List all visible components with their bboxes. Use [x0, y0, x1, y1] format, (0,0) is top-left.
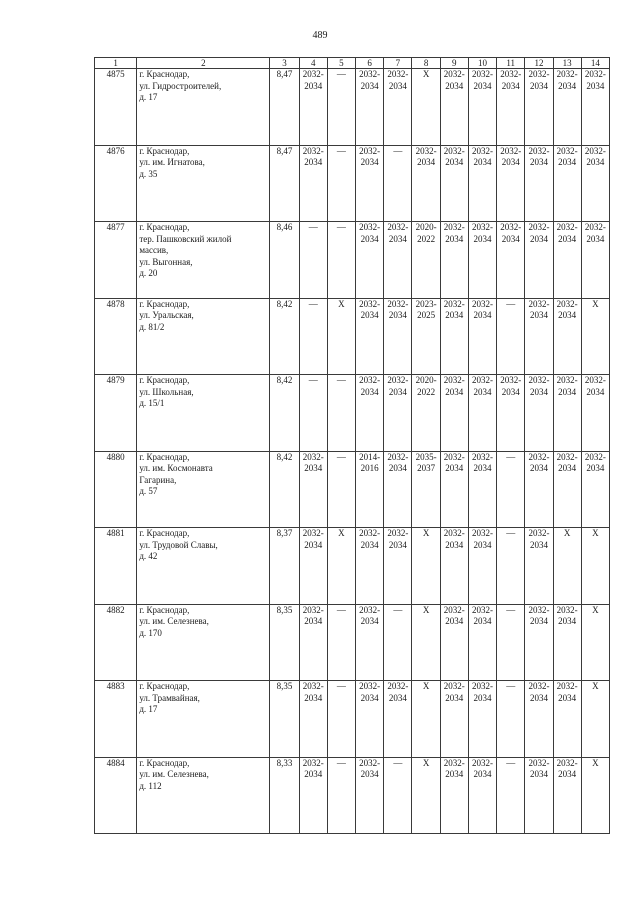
period-cell: X: [553, 528, 581, 605]
period-cell: 2032- 2034: [440, 69, 468, 146]
row-number: 4879: [95, 375, 137, 452]
area-value: 8,42: [270, 451, 299, 528]
area-value: 8,35: [270, 681, 299, 758]
table-row: [95, 69, 610, 146]
address-line: г. Краснодар,: [139, 757, 190, 768]
address-line: д. 15/1: [139, 398, 165, 408]
address-line: г. Краснодар,: [139, 528, 190, 538]
address-line: массив,: [139, 245, 169, 255]
address-line: г. Краснодар,: [139, 145, 190, 156]
period-cell: 2032- 2034: [525, 222, 553, 299]
period-cell: 2014- 2016: [356, 451, 384, 528]
column-header: 5: [327, 58, 355, 69]
period-cell: —: [299, 298, 327, 375]
period-cell: X: [581, 604, 609, 681]
period-cell: 2032- 2034: [553, 69, 581, 146]
period-cell: X: [412, 604, 440, 681]
address-line: тер. Пашковский жилой: [139, 233, 232, 244]
period-cell: 2032- 2034: [553, 222, 581, 299]
period-cell: 2032- 2034: [384, 681, 412, 758]
area-value: 8,47: [270, 145, 299, 222]
period-cell: 2032- 2034: [525, 298, 553, 375]
period-cell: 2032- 2034: [525, 681, 553, 758]
period-cell: X: [412, 681, 440, 758]
period-cell: X: [412, 528, 440, 605]
period-cell: 2032- 2034: [440, 375, 468, 452]
period-cell: 2032- 2034: [356, 69, 384, 146]
period-cell: 2032- 2034: [468, 222, 496, 299]
table-row: [95, 528, 610, 605]
table-row: [95, 298, 610, 375]
table-row: [95, 145, 610, 222]
period-cell: —: [327, 451, 355, 528]
period-cell: X: [412, 69, 440, 146]
period-cell: 2032- 2034: [525, 757, 553, 834]
address-cell: [137, 298, 270, 375]
period-cell: —: [327, 757, 355, 834]
period-cell: 2032- 2034: [581, 69, 609, 146]
period-cell: 2032- 2034: [356, 604, 384, 681]
period-cell: 2032- 2034: [299, 757, 327, 834]
address-line: д. 170: [139, 627, 162, 638]
period-cell: 2032- 2034: [553, 757, 581, 834]
address-cell: [137, 451, 270, 528]
period-cell: 2032- 2034: [384, 222, 412, 299]
period-cell: 2032- 2034: [468, 375, 496, 452]
period-cell: X: [412, 757, 440, 834]
table-row: [95, 451, 610, 528]
column-header: 6: [356, 58, 384, 69]
address-line: д. 81/2: [139, 321, 165, 332]
period-cell: 2032- 2034: [299, 604, 327, 681]
period-cell: 2020- 2022: [412, 375, 440, 452]
row-number: 4875: [95, 69, 137, 146]
period-cell: 2032- 2034: [356, 145, 384, 222]
address-cell: [137, 69, 270, 146]
period-cell: 2032- 2034: [299, 451, 327, 528]
row-number: 4881: [95, 528, 137, 605]
period-cell: 2032- 2034: [356, 681, 384, 758]
period-cell: 2032- 2034: [525, 145, 553, 222]
period-cell: 2032- 2034: [440, 604, 468, 681]
address-line: г. Краснодар,: [139, 222, 190, 232]
period-cell: 2032- 2034: [581, 375, 609, 452]
period-cell: —: [497, 604, 525, 681]
period-cell: —: [327, 145, 355, 222]
period-cell: 2032- 2034: [525, 528, 553, 605]
address-line: г. Краснодар,: [139, 604, 190, 615]
column-header: 7: [384, 58, 412, 69]
period-cell: —: [327, 222, 355, 299]
column-header: 4: [299, 58, 327, 69]
period-cell: 2032- 2034: [440, 222, 468, 299]
period-cell: 2032- 2034: [553, 451, 581, 528]
address-line: ул. Уральская,: [139, 310, 194, 320]
period-cell: 2032- 2034: [356, 375, 384, 452]
period-cell: 2032- 2034: [356, 757, 384, 834]
period-cell: 2032- 2034: [468, 757, 496, 834]
address-cell: [137, 681, 270, 758]
period-cell: 2032- 2034: [468, 298, 496, 375]
address-line: д. 35: [139, 168, 158, 179]
period-cell: 2032- 2034: [299, 69, 327, 146]
period-cell: X: [581, 298, 609, 375]
row-number: 4878: [95, 298, 137, 375]
period-cell: 2032- 2034: [299, 528, 327, 605]
row-number: 4877: [95, 222, 137, 299]
period-cell: 2032- 2034: [525, 451, 553, 528]
period-cell: —: [497, 757, 525, 834]
period-cell: 2032- 2034: [384, 69, 412, 146]
table-body: [95, 69, 610, 834]
period-cell: 2023- 2025: [412, 298, 440, 375]
period-cell: 2032- 2034: [440, 528, 468, 605]
address-line: ул. Трамвайная,: [139, 692, 200, 703]
column-header: 10: [468, 58, 496, 69]
period-cell: 2032- 2034: [553, 604, 581, 681]
address-cell: [137, 145, 270, 222]
period-cell: —: [327, 604, 355, 681]
address-line: г. Краснодар,: [139, 298, 190, 309]
address-line: ул. им. Игнатова,: [139, 157, 205, 167]
period-cell: 2032- 2034: [384, 528, 412, 605]
period-cell: X: [581, 528, 609, 605]
column-header: 2: [137, 58, 270, 69]
period-cell: 2032- 2034: [440, 145, 468, 222]
period-cell: 2032- 2034: [468, 69, 496, 146]
period-cell: —: [327, 69, 355, 146]
period-cell: 2032- 2034: [440, 681, 468, 758]
period-cell: 2032- 2034: [384, 451, 412, 528]
period-cell: 2032- 2034: [553, 145, 581, 222]
period-cell: 2032- 2034: [356, 222, 384, 299]
address-line: д. 17: [139, 704, 158, 714]
row-number: 4880: [95, 451, 137, 528]
period-cell: 2032- 2034: [525, 375, 553, 452]
address-line: ул. им. Селезнева,: [139, 616, 209, 626]
address-line: Гагарина,: [139, 474, 177, 485]
period-cell: X: [327, 298, 355, 375]
period-cell: 2032- 2034: [497, 375, 525, 452]
period-cell: —: [497, 528, 525, 605]
period-cell: —: [497, 298, 525, 375]
column-header: 3: [270, 58, 299, 69]
area-value: 8,33: [270, 757, 299, 834]
period-cell: X: [581, 757, 609, 834]
address-cell: [137, 375, 270, 452]
table-row: [95, 757, 610, 834]
period-cell: 2032- 2034: [581, 145, 609, 222]
area-value: 8,37: [270, 528, 299, 605]
address-line: ул. Гидростроителей,: [139, 80, 222, 91]
period-cell: —: [299, 222, 327, 299]
column-header: 13: [553, 58, 581, 69]
area-value: 8,47: [270, 69, 299, 146]
column-header: 9: [440, 58, 468, 69]
table-row: [95, 222, 610, 299]
period-cell: 2032- 2034: [525, 604, 553, 681]
column-header: 8: [412, 58, 440, 69]
period-cell: —: [327, 375, 355, 452]
address-line: д. 42: [139, 551, 158, 561]
address-cell: [137, 222, 270, 299]
period-cell: —: [327, 681, 355, 758]
period-cell: 2032- 2034: [384, 375, 412, 452]
address-cell: [137, 604, 270, 681]
table-row: [95, 681, 610, 758]
area-value: 8,35: [270, 604, 299, 681]
page-number: 489: [312, 30, 328, 41]
column-number-row: [95, 58, 610, 69]
address-line: д. 57: [139, 486, 158, 496]
register-table: [94, 57, 610, 834]
period-cell: 2032- 2034: [440, 451, 468, 528]
period-cell: 2032- 2034: [553, 681, 581, 758]
address-line: ул. Школьная,: [139, 386, 194, 397]
address-line: д. 20: [139, 268, 158, 278]
period-cell: 2032- 2034: [581, 222, 609, 299]
period-cell: 2032- 2034: [468, 604, 496, 681]
period-cell: —: [384, 145, 412, 222]
address-line: г. Краснодар,: [139, 451, 190, 462]
period-cell: 2032- 2034: [356, 528, 384, 605]
address-line: ул. им. Селезнева,: [139, 769, 209, 779]
address-line: ул. Трудовой Славы,: [139, 539, 218, 550]
period-cell: 2032- 2034: [553, 375, 581, 452]
period-cell: —: [497, 681, 525, 758]
address-line: г. Краснодар,: [139, 69, 190, 79]
period-cell: 2032- 2034: [468, 451, 496, 528]
address-line: д. 112: [139, 780, 162, 791]
period-cell: 2032- 2034: [525, 69, 553, 146]
column-header: 1: [95, 58, 137, 69]
period-cell: 2032- 2034: [299, 681, 327, 758]
period-cell: 2032- 2034: [468, 145, 496, 222]
period-cell: —: [299, 375, 327, 452]
area-value: 8,42: [270, 298, 299, 375]
period-cell: 2032- 2034: [440, 757, 468, 834]
row-number: 4876: [95, 145, 137, 222]
period-cell: 2032- 2034: [356, 298, 384, 375]
period-cell: 2032- 2034: [412, 145, 440, 222]
period-cell: 2032- 2034: [581, 451, 609, 528]
column-header: 14: [581, 58, 609, 69]
column-header: 12: [525, 58, 553, 69]
address-line: д. 17: [139, 92, 158, 102]
period-cell: —: [497, 451, 525, 528]
area-value: 8,42: [270, 375, 299, 452]
row-number: 4882: [95, 604, 137, 681]
period-cell: X: [581, 681, 609, 758]
table-row: [95, 375, 610, 452]
period-cell: 2032- 2034: [299, 145, 327, 222]
period-cell: 2032- 2034: [384, 298, 412, 375]
table-row: [95, 604, 610, 681]
address-line: ул. им. Космонавта: [139, 463, 213, 473]
period-cell: 2032- 2034: [468, 528, 496, 605]
period-cell: 2032- 2034: [497, 222, 525, 299]
address-line: ул. Выгонная,: [139, 256, 193, 267]
period-cell: 2032- 2034: [497, 145, 525, 222]
area-value: 8,46: [270, 222, 299, 299]
period-cell: —: [384, 757, 412, 834]
period-cell: 2032- 2034: [468, 681, 496, 758]
period-cell: 2032- 2034: [553, 298, 581, 375]
period-cell: —: [384, 604, 412, 681]
period-cell: X: [327, 528, 355, 605]
period-cell: 2020- 2022: [412, 222, 440, 299]
row-number: 4883: [95, 681, 137, 758]
address-cell: [137, 528, 270, 605]
address-line: г. Краснодар,: [139, 681, 190, 691]
address-cell: [137, 757, 270, 834]
row-number: 4884: [95, 757, 137, 834]
period-cell: 2032- 2034: [440, 298, 468, 375]
period-cell: 2032- 2034: [497, 69, 525, 146]
period-cell: 2035- 2037: [412, 451, 440, 528]
column-header: 11: [497, 58, 525, 69]
address-line: г. Краснодар,: [139, 375, 190, 385]
